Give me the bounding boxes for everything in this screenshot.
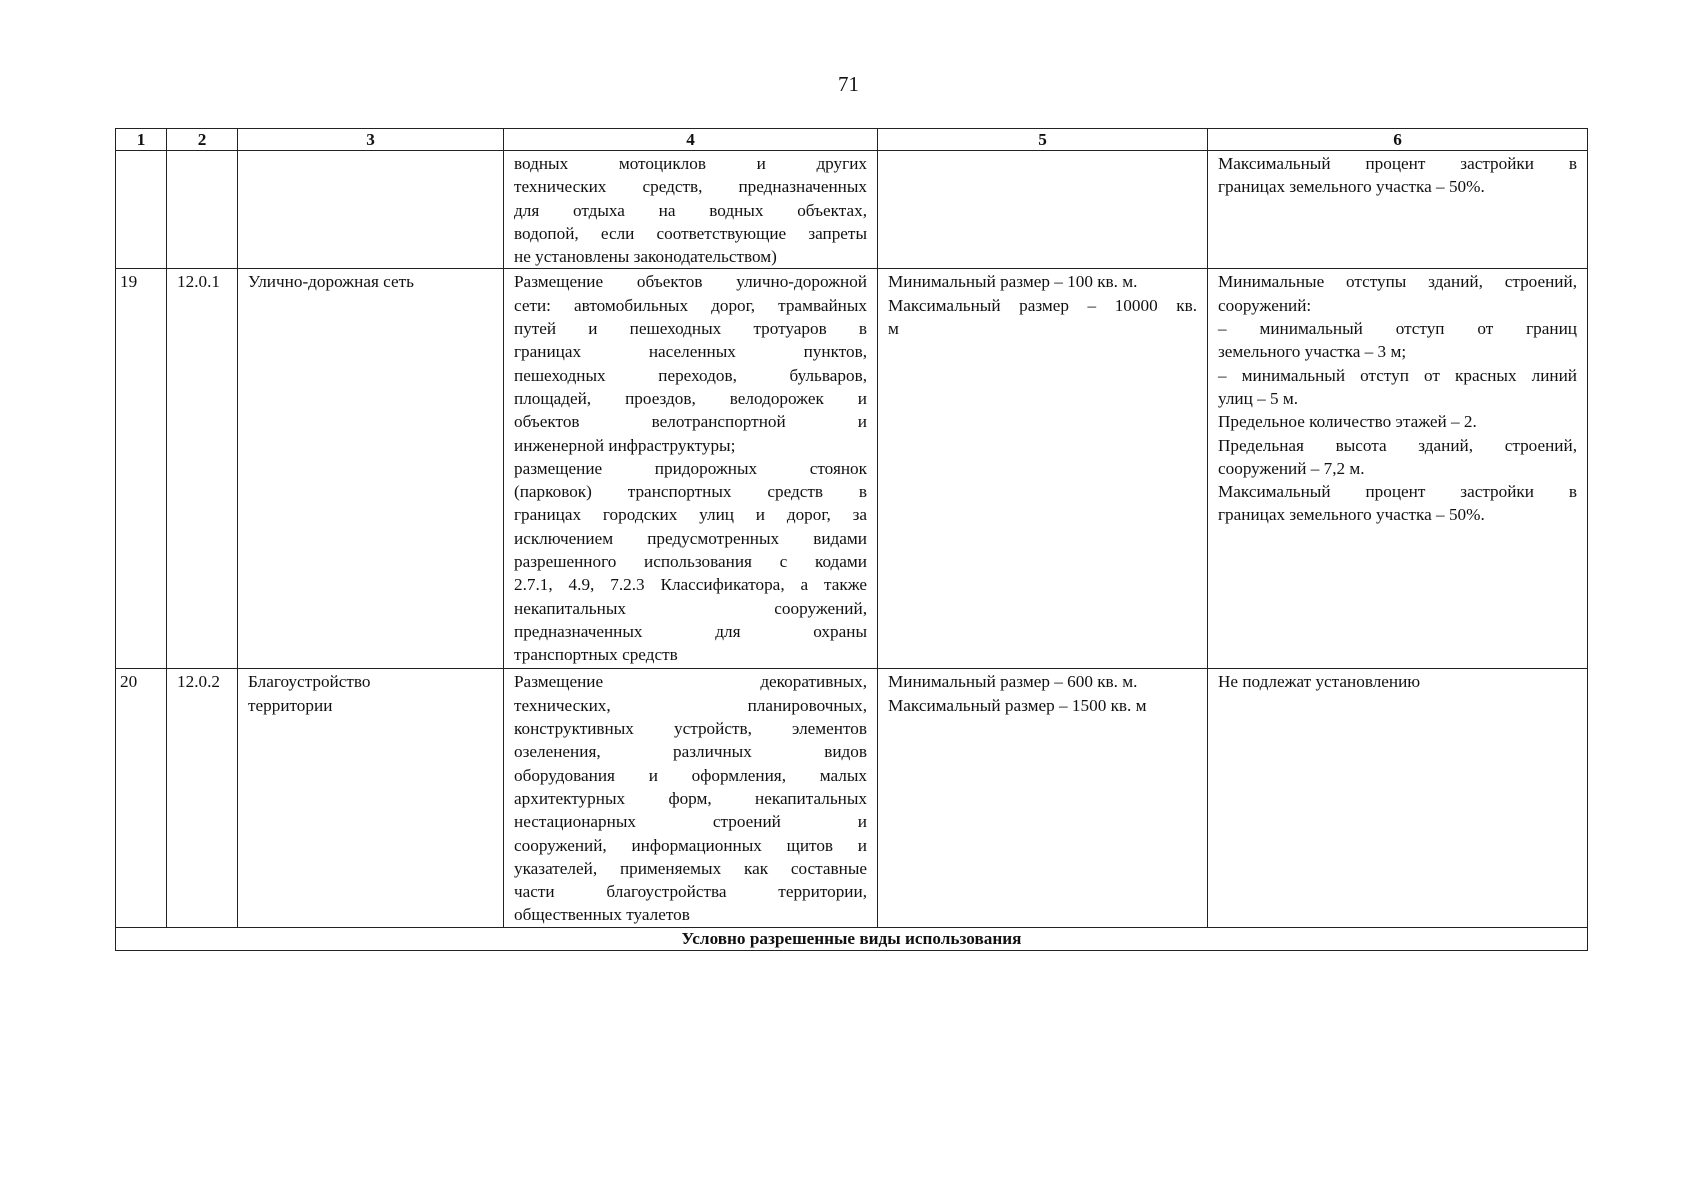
row-code-cell: 12.0.2 — [167, 669, 238, 928]
text-line: Предельное количество этажей – 2. — [1218, 412, 1477, 432]
text-line: пешеходных переходов, бульваров, — [514, 365, 867, 385]
text-line: оборудования и оформления, малых — [514, 765, 867, 785]
text-line: Минимальные отступы зданий, строений, — [1218, 272, 1577, 292]
row-description-cell — [504, 269, 878, 669]
text-line: территории — [248, 695, 333, 715]
section-header-row — [116, 928, 1588, 951]
text-line: транспортных средств — [514, 645, 678, 665]
text-line: границах земельного участка – 50%. — [1218, 505, 1485, 525]
page-number: 71 — [838, 72, 859, 96]
text-line: исключением предусмотренных видами — [514, 528, 867, 548]
text-line: Размещение декоративных, — [514, 672, 867, 692]
text-line: части благоустройства территории, — [514, 882, 867, 902]
text-line: технических средств, предназначенных — [514, 177, 867, 197]
continuation-description-cell — [504, 151, 878, 269]
row-name-cell — [238, 669, 504, 928]
text-line: Минимальный размер – 600 кв. м. — [888, 672, 1138, 692]
table-row-20 — [116, 669, 1588, 928]
text-line: водных мотоциклов и других — [514, 154, 867, 173]
table-header-row — [116, 129, 1588, 151]
text-line: Благоустройство — [248, 672, 371, 692]
text-line: Максимальный процент застройки в — [1218, 482, 1577, 502]
row-size-cell — [878, 669, 1208, 928]
row-size-cell — [878, 269, 1208, 669]
table-row-continuation — [116, 151, 1588, 269]
text-line: водопой, если соответствующие запреты — [514, 223, 867, 243]
text-line: Максимальный размер – 1500 кв. м — [888, 695, 1147, 715]
text-line: (парковок) транспортных средств в — [514, 482, 867, 502]
text-line: сооружений – 7,2 м. — [1218, 458, 1365, 478]
header-cell-6: 6 — [1208, 129, 1588, 151]
continuation-code-cell — [167, 151, 238, 269]
text-line: конструктивных устройств, элементов — [514, 719, 867, 739]
row-params-cell — [1208, 269, 1588, 669]
row-code-cell: 12.0.1 — [167, 269, 238, 669]
header-cell-2: 2 — [167, 129, 238, 151]
text-line: сооружений: — [1218, 295, 1312, 315]
text-line: земельного участка – 3 м; — [1218, 342, 1407, 362]
text-line: сети: автомобильных дорог, трамвайных — [514, 295, 867, 315]
text-line: путей и пешеходных тротуаров в — [514, 319, 867, 339]
text-line: границах населенных пунктов, — [514, 342, 867, 362]
row-name-cell: Улично-дорожная сеть — [238, 269, 504, 669]
text-line: – минимальный отступ от границ — [1218, 319, 1577, 339]
regulations-table — [115, 128, 1588, 951]
text-line: инженерной инфраструктуры; — [514, 435, 736, 455]
text-line: общественных туалетов — [514, 905, 690, 925]
text-line: Предельная высота зданий, строений, — [1218, 435, 1577, 455]
text-line: для отдыха на водных объектах, — [514, 200, 867, 220]
row-number-cell: 20 — [116, 669, 167, 928]
text-line: сооружений, информационных щитов и — [514, 835, 867, 855]
table-row-19 — [116, 269, 1588, 669]
section-title: Условно разрешенные виды использования — [116, 928, 1588, 951]
text-line: улиц – 5 м. — [1218, 388, 1299, 408]
row-description-cell — [504, 669, 878, 928]
text-line: объектов велотранспортной и — [514, 412, 867, 432]
text-line: не установлены законодательством) — [514, 247, 777, 267]
text-line: 2.7.1, 4.9, 7.2.3 Классификатора, а также — [514, 575, 867, 595]
continuation-size-cell — [878, 151, 1208, 269]
text-line: указателей, применяемых как составные — [514, 858, 867, 878]
text-line: размещение придорожных стоянок — [514, 458, 867, 478]
header-cell-3: 3 — [238, 129, 504, 151]
text-line: границах городских улиц и дорог, за — [514, 505, 867, 525]
text-line: Размещение объектов улично-дорожной — [514, 272, 867, 292]
text-line: м — [888, 319, 899, 339]
text-line: площадей, проездов, велодорожек и — [514, 388, 867, 408]
text-line: нестационарных строений и — [514, 812, 867, 832]
text-line: Максимальный размер – 10000 кв. — [888, 295, 1197, 315]
text-line: озеленения, различных видов — [514, 742, 867, 762]
header-cell-4: 4 — [504, 129, 878, 151]
text-line: предназначенных для охраны — [514, 621, 867, 641]
header-cell-1: 1 — [116, 129, 167, 151]
text-line: некапитальных сооружений, — [514, 598, 867, 618]
row-params-cell: Не подлежат установлению — [1208, 669, 1588, 928]
text-line: технических, планировочных, — [514, 695, 867, 715]
text-line: границах земельного участка – 50%. — [1218, 177, 1485, 197]
text-line: разрешенного использования с кодами — [514, 552, 867, 572]
text-line: Максимальный процент застройки в — [1218, 154, 1577, 173]
continuation-name-cell — [238, 151, 504, 269]
row-number-cell: 19 — [116, 269, 167, 669]
text-line: – минимальный отступ от красных линий — [1218, 365, 1577, 385]
continuation-params-cell — [1208, 151, 1588, 269]
continuation-num-cell — [116, 151, 167, 269]
text-line: архитектурных форм, некапитальных — [514, 788, 867, 808]
header-cell-5: 5 — [878, 129, 1208, 151]
text-line: Минимальный размер – 100 кв. м. — [888, 272, 1138, 292]
